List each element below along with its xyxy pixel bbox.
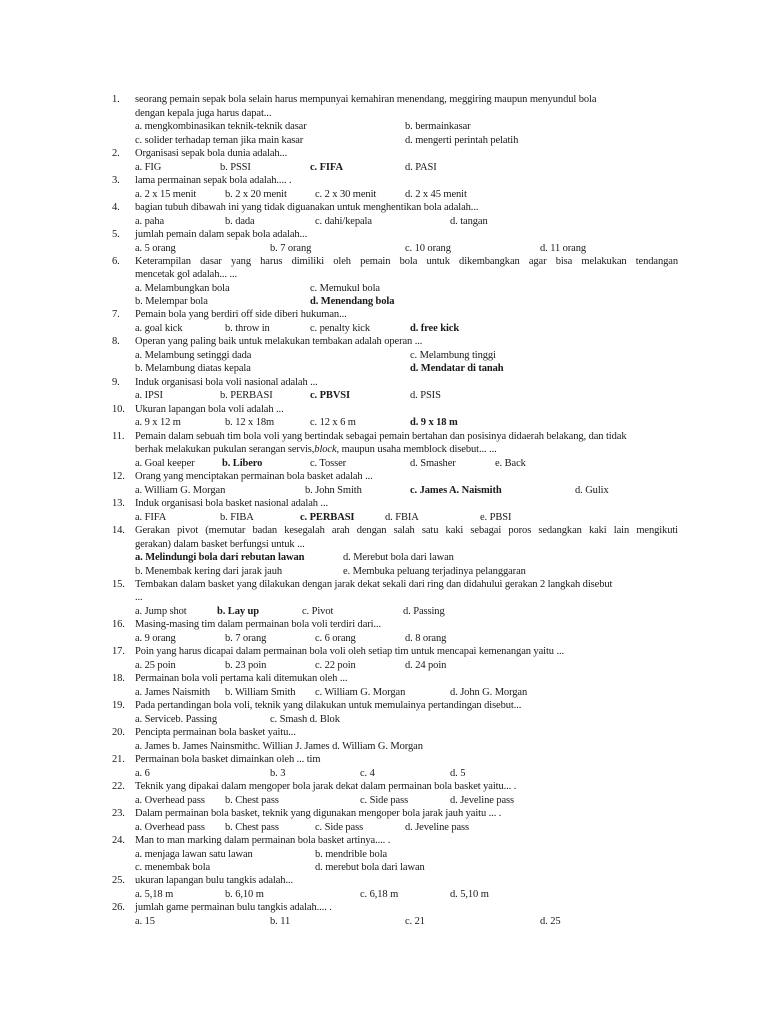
option-e: e. PBSI (480, 512, 512, 523)
question-number: 24. (112, 835, 125, 846)
question-text: mencetak gol adalah... ... (135, 269, 238, 280)
question-number: 13. (112, 498, 125, 509)
option-a: a. FIFA (135, 512, 167, 523)
question-number: 25. (112, 875, 125, 886)
question-text: gerakan) dalam basket berfungsi untuk ... (135, 539, 305, 550)
question-text-line (135, 443, 497, 456)
option-d: d. FBIA (385, 512, 419, 523)
question-text: Permainan bola basket dimainkan oleh ... tim (135, 754, 321, 765)
option-b: b. Melempar bola (135, 296, 208, 307)
option-a: a. menjaga lawan satu lawan (135, 849, 253, 860)
option-c: c. 2 x 30 menit (315, 189, 377, 200)
option-d: d. tangan (450, 216, 488, 227)
option-b: b. 3 (270, 768, 286, 779)
option-c: c. menembak bola (135, 862, 211, 873)
question-text: Keterampilan dasar yang harus dimiliki oleh pemain bola untuk dikembangkan agar bisa melakukan tendangan (135, 256, 678, 267)
question-text: Ukuran lapangan bola voli adalah ... (135, 404, 284, 415)
option-c-answer: c. PERBASI (300, 512, 355, 523)
option-c: c. 4 (360, 768, 375, 779)
question-number: 15. (112, 579, 125, 590)
option-b: b. 11 (270, 916, 291, 927)
question-text: Pencipta permainan bola basket yaitu... (135, 727, 296, 738)
question-number: 5. (112, 229, 120, 240)
question-text: Operan yang paling baik untuk melakukan tembakan adalah operan ... (135, 336, 423, 347)
option-a: a. FIG (135, 162, 162, 173)
option-b: b. William Smith (225, 687, 296, 698)
option-d: d. Smasher (410, 458, 456, 469)
option-d: d. 25 (540, 916, 561, 927)
question-text: Organisasi sepak bola dunia adalah... (135, 148, 288, 159)
question-text: Induk organisasi bola voli nasional adalah ... (135, 377, 318, 388)
question-text: ... (135, 592, 143, 603)
option-d: d. Jeveline pass (450, 795, 515, 806)
option-a: a. goal kick (135, 323, 183, 334)
question-text: seorang pemain sepak bola selain harus mempunyai kemahiran menendang, meggiring maupun menyundul bola (135, 94, 597, 105)
question-text: jumlah game permainan bulu tangkis adalah.... . (135, 902, 332, 913)
question-text: Gerakan pivot (memutar badan kesegalah arah dengan salah satu kaki sebagai poros sedangkan kaki lain mengikuti (135, 525, 678, 536)
option-c: c. Memukul bola (310, 283, 380, 294)
option-e: e. Back (495, 458, 526, 469)
question-text: jumlah pemain dalam sepak bola adalah... (135, 229, 308, 240)
option-line: a. James b. James Nainsmithc. Willian J. James d. William G. Morgan (135, 741, 423, 752)
option-c: c. 21 (405, 916, 425, 927)
question-text: Teknik yang dipakai dalam mengoper bola jarak dekat dalam permainan bola basket yaitu... . (135, 781, 517, 792)
question-number: 9. (112, 377, 120, 388)
option-b: b. Melambung diatas kepala (135, 363, 251, 374)
option-c: c. 22 poin (315, 660, 356, 671)
question-text: bagian tubuh dibawah ini yang tidak diguanakan untuk menghentikan bola adalah... (135, 202, 479, 213)
option-d: d. PSIS (410, 390, 441, 401)
option-b: b. mendrible bola (315, 849, 388, 860)
option-a: a. 6 (135, 768, 150, 779)
question-text: Dalam permainan bola basket, teknik yang digunakan mengoper bola jarak jauh yaitu ... . (135, 808, 502, 819)
question-text-italic: block (314, 444, 337, 455)
question-text-part: berhak melakukan pukulan serangan servis, (135, 444, 315, 455)
option-a: a. 9 orang (135, 633, 176, 644)
option-a: a. 2 x 15 menit (135, 189, 197, 200)
option-b: b. PSSI (220, 162, 251, 173)
option-cd: c. Smash d. Blok (270, 714, 340, 725)
option-b: b. 2 x 20 menit (225, 189, 287, 200)
question-number: 14. (112, 525, 125, 536)
option-d: d. Gulix (575, 485, 609, 496)
option-a: a. Overhead pass (135, 822, 205, 833)
option-a: a. Goal keeper (135, 458, 195, 469)
question-text: lama permainan sepak bola adalah.... . (135, 175, 292, 186)
option-a: a. William G. Morgan (135, 485, 226, 496)
option-d-answer: d. Mendatar di tanah (410, 363, 504, 374)
option-a: a. 9 x 12 m (135, 417, 181, 428)
option-c-answer: c. PBVSI (310, 390, 351, 401)
option-b: b. 23 poin (225, 660, 267, 671)
question-text: Tembakan dalam basket yang dilakukan dengan jarak dekat sekali dari ring dan didahului gerakan 2 langkah disebut (135, 579, 613, 590)
option-a: a. 5 orang (135, 243, 176, 254)
option-a: a. Melambungkan bola (135, 283, 230, 294)
option-d: d. PASI (405, 162, 437, 173)
option-d: d. merebut bola dari lawan (315, 862, 425, 873)
question-number: 18. (112, 673, 125, 684)
question-text: Masing-masing tim dalam permainan bola voli terdiri dari... (135, 619, 382, 630)
option-a: a. 15 (135, 916, 155, 927)
question-number: 16. (112, 619, 125, 630)
question-number: 3. (112, 175, 120, 186)
question-number: 2. (112, 148, 120, 159)
question-number: 17. (112, 646, 125, 657)
question-text: Pemain bola yang berdiri off side diberi hukuman... (135, 309, 347, 320)
option-a: a. Overhead pass (135, 795, 205, 806)
question-text: Man to man marking dalam permainan bola basket artinya.... . (135, 835, 391, 846)
option-c: c. 6,18 m (360, 889, 399, 900)
option-c: c. penalty kick (310, 323, 371, 334)
question-number: 8. (112, 336, 120, 347)
option-d: d. Passing (403, 606, 445, 617)
option-c: c. Pivot (302, 606, 334, 617)
option-e: e. Membuka peluang terjadinya pelanggaran (343, 566, 526, 577)
question-text: Pada pertandingan bola voli, teknik yang dilakukan untuk memulainya pertandingan disebut... (135, 700, 522, 711)
option-a: a. 5,18 m (135, 889, 174, 900)
option-b: b. 7 orang (225, 633, 267, 644)
option-b: b. FIBA (220, 512, 254, 523)
option-c: c. Tosser (310, 458, 347, 469)
option-d: d. John G. Morgan (450, 687, 528, 698)
option-c: c. dahi/kepala (315, 216, 372, 227)
option-c: c. William G. Morgan (315, 687, 406, 698)
option-c: c. 12 x 6 m (310, 417, 356, 428)
option-a-answer: a. Melindungi bola dari rebutan lawan (135, 552, 305, 563)
option-c: c. 6 orang (315, 633, 356, 644)
question-text: Induk organisasi bola basket nasional adalah ... (135, 498, 328, 509)
option-b: b. 12 x 18m (225, 417, 275, 428)
option-c: c. 10 orang (405, 243, 451, 254)
option-b: b. Chest pass (225, 822, 279, 833)
option-a: a. Melambung setinggi dada (135, 350, 252, 361)
option-d-answer: d. Menendang bola (310, 296, 395, 307)
question-number: 12. (112, 471, 125, 482)
option-b: b. Menembak kering dari jarak jauh (135, 566, 283, 577)
option-c-answer: c. James A. Naismith (410, 485, 502, 496)
option-c: c. Side pass (360, 795, 409, 806)
option-b: b. Chest pass (225, 795, 279, 806)
question-number: 4. (112, 202, 120, 213)
question-number: 23. (112, 808, 125, 819)
option-c: c. solider terhadap teman jika main kasar (135, 135, 304, 146)
question-number: 10. (112, 404, 125, 415)
option-b: b. throw in (225, 323, 270, 334)
option-b: b. 6,10 m (225, 889, 264, 900)
option-d: d. 24 poin (405, 660, 447, 671)
option-a: a. mengkombinasikan teknik-teknik dasar (135, 121, 307, 132)
option-c: c. Side pass (315, 822, 364, 833)
option-a: a. James Naismith (135, 687, 210, 698)
option-d: d. 5,10 m (450, 889, 489, 900)
option-b: b. bermainkasar (405, 121, 471, 132)
option-d: d. Merebut bola dari lawan (343, 552, 454, 563)
option-ab: a. Serviceb. Passing (135, 714, 217, 725)
option-a: a. 25 poin (135, 660, 176, 671)
option-d: d. Jeveline pass (405, 822, 470, 833)
question-text: dengan kepala juga harus dapat... (135, 108, 272, 119)
question-number: 19. (112, 700, 125, 711)
option-b-answer: b. Libero (222, 458, 263, 469)
option-c: c. Melambung tinggi (410, 350, 496, 361)
question-text: Permainan bola voli pertama kali ditemukan oleh ... (135, 673, 348, 684)
option-a: a. IPSI (135, 390, 163, 401)
question-number: 26. (112, 902, 125, 913)
option-d: d. mengerti perintah pelatih (405, 135, 519, 146)
question-number: 20. (112, 727, 125, 738)
question-number: 1. (112, 94, 120, 105)
option-a: a. paha (135, 216, 165, 227)
option-b: b. John Smith (305, 485, 362, 496)
option-b: b. PERBASI (220, 390, 273, 401)
option-b-answer: b. Lay up (217, 606, 259, 617)
question-text: Poin yang harus dicapai dalam permainan bola voli oleh setiap tim untuk mencapai kemenangan yaitu ... (135, 646, 565, 657)
question-number: 11. (112, 431, 125, 442)
question-text: ukuran lapangan bulu tangkis adalah... (135, 875, 294, 886)
option-b: b. 7 orang (270, 243, 312, 254)
question-text: Pemain dalam sebuah tim bola voli yang bertindak sebagai pemain bertahan dan posisinya didaerah belakang, dan tidak (135, 431, 627, 442)
question-number: 21. (112, 754, 125, 765)
question-number: 7. (112, 309, 120, 320)
option-d: d. 11 orang (540, 243, 587, 254)
option-c-answer: c. FIFA (310, 162, 343, 173)
option-d: d. 8 orang (405, 633, 447, 644)
question-number: 6. (112, 256, 120, 267)
question-number: 22. (112, 781, 125, 792)
option-d: d. 5 (450, 768, 466, 779)
option-a: a. Jump shot (135, 606, 187, 617)
option-b: b. dada (225, 216, 255, 227)
question-text-part: , maupun usaha memblock disebut... ... (336, 444, 497, 455)
option-d-answer: d. free kick (410, 323, 460, 334)
option-d: d. 2 x 45 menit (405, 189, 467, 200)
question-text: Orang yang menciptakan permainan bola basket adalah ... (135, 471, 373, 482)
option-d-answer: d. 9 x 18 m (410, 417, 458, 428)
